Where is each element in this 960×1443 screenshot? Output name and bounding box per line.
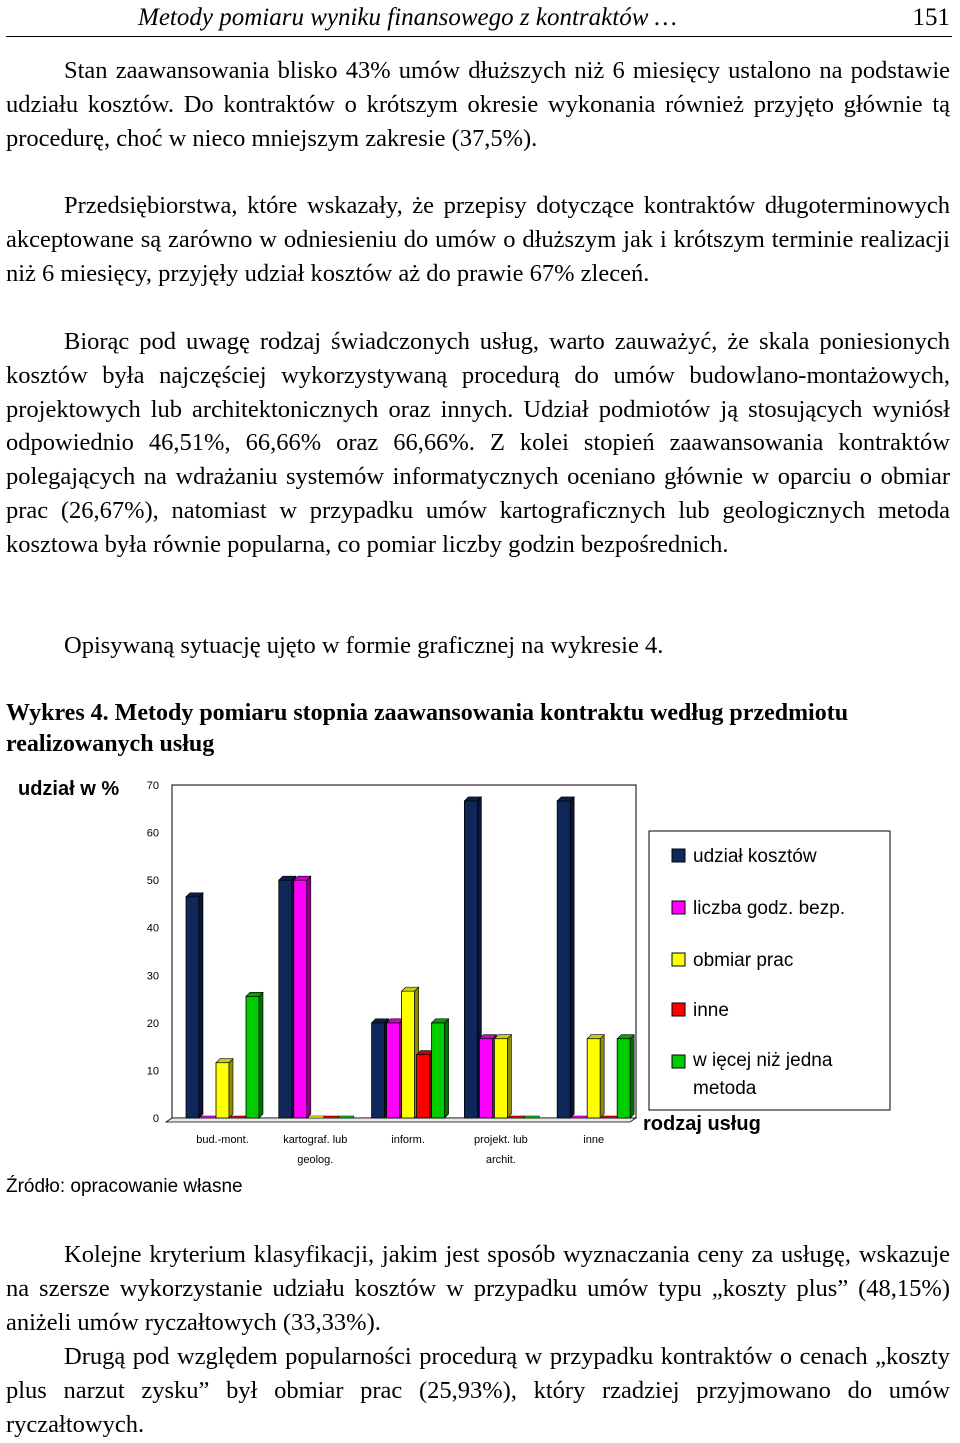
bar — [372, 1019, 389, 1118]
legend-swatch — [672, 1003, 685, 1016]
bar — [216, 1059, 233, 1118]
figure-source: Źródło: opracowanie własne — [6, 1176, 243, 1197]
bar — [279, 876, 296, 1118]
running-header — [6, 2, 952, 37]
figure-caption: Wykres 4. Metody pomiaru stopnia zaawansowania kontraktu według przedmiotu realizowanych usług — [6, 700, 849, 757]
bar — [524, 1116, 539, 1118]
bar — [417, 1051, 434, 1118]
legend-label: metoda — [693, 1078, 757, 1099]
paragraph-4: Opisywaną sytuację ujęto w formie graficznej na wykresie 4. — [64, 632, 664, 659]
y-tick-label: 40 — [146, 922, 159, 935]
x-axis-label: rodzaj usług — [643, 1113, 761, 1135]
bar — [231, 1116, 246, 1118]
bar — [402, 987, 419, 1118]
bar — [186, 893, 203, 1118]
bar — [464, 797, 481, 1118]
paragraph-2: Przedsiębiorstwa, które wskazały, że przepisy dotyczące kontraktów długoterminowych akceptowane są zarówno w odniesieniu do umów o dłuższym jak i krótszym terminie realizacji niż 6 miesięcy, przyjęły udział kosztów aż do prawie 67% zleceń. — [6, 192, 950, 287]
legend-swatch — [672, 1055, 685, 1068]
legend-label: liczba godz. bezp. — [693, 898, 846, 919]
x-tick-label: kartograf. lub — [283, 1134, 348, 1146]
bar — [387, 1019, 404, 1118]
bar — [587, 1035, 604, 1118]
legend-swatch — [672, 849, 685, 862]
bar — [509, 1116, 524, 1118]
y-tick-label: 30 — [146, 970, 159, 983]
y-tick-label: 20 — [146, 1017, 159, 1030]
plot-floor — [166, 1118, 636, 1122]
x-tick-label: archit. — [485, 1154, 516, 1166]
legend-label: w ięcej niż jedna — [693, 1050, 833, 1071]
x-tick-label: inne — [583, 1134, 605, 1146]
x-tick-label: projekt. lub — [473, 1134, 528, 1146]
bar — [201, 1116, 216, 1118]
legend-label: inne — [693, 1000, 729, 1021]
page-number: 151 — [912, 4, 950, 31]
paragraph-1: Stan zaawansowania blisko 43% umów dłuższych niż 6 miesięcy ustalono na podstawie udziału kosztów. Do kontraktów o krótszym okresie wykonania również przyjęto głównie tą procedurę, choć w nieco mniejszym zakresie (37,5%). — [6, 57, 950, 152]
x-tick-label: bud.-mont. — [196, 1134, 249, 1146]
paragraph-3: Biorąc pod uwagę rodzaj świadczonych usług, warto zauważyć, że skala poniesionych kosztów była najczęściej wykorzystywaną procedurą do umów budowlano-montażowych, projektowych lub architektonicznych oraz innych. Udział podmiotów ją stosujących wyniósł odpowiednio 46,51%, 66,66% oraz 66,66%. Z kolei stopień zaawansowania kontraktów polegających na wdrażaniu systemów informatycznych oceniano głównie w oparciu o obmiar prac (26,67%), natomiast w przypadku umów kartograficznych lub geologicznych metoda kosztowa była równie popularna, co pomiar liczby godzin bezpośrednich. — [6, 328, 950, 558]
bar — [617, 1035, 634, 1118]
x-tick-label: inform. — [391, 1134, 425, 1146]
running-title: Metody pomiaru wyniku finansowego z kontraktów … — [138, 4, 677, 31]
bar — [294, 876, 311, 1118]
bar — [339, 1116, 354, 1118]
bar — [432, 1019, 449, 1118]
bar — [602, 1116, 617, 1118]
y-axis-label: udział w % — [18, 778, 120, 800]
legend-label: obmiar prac — [693, 950, 794, 971]
x-tick-label: geolog. — [297, 1154, 334, 1166]
legend-label: udział kosztów — [693, 846, 817, 867]
bar-chart — [0, 768, 960, 1178]
y-tick-label: 10 — [146, 1065, 159, 1078]
bar — [324, 1116, 339, 1118]
bar — [557, 797, 574, 1118]
bar — [572, 1116, 587, 1118]
paragraph-6: Drugą pod względem popularności procedurą w przypadku kontraktów o cenach „koszty plus narzut zysku” był obmiar prac (25,93%), który rzadziej przyjmowano do umów ryczałtowych. — [6, 1343, 950, 1438]
y-tick-label: 0 — [152, 1113, 159, 1125]
paragraph-5: Kolejne kryterium klasyfikacji, jakim jest sposób wyznaczania ceny za usługę, wskazuje na szersze wykorzystanie udziału kosztów w przypadku umów typu „koszty plus” (48,15%) aniżeli umów ryczałtowych (33,33%). — [6, 1241, 950, 1336]
bar — [246, 992, 263, 1118]
bar — [479, 1035, 496, 1118]
y-tick-label: 50 — [146, 875, 159, 888]
legend-swatch — [672, 953, 685, 966]
legend-swatch — [672, 901, 685, 914]
bar — [309, 1116, 324, 1118]
y-tick-label: 60 — [146, 827, 159, 840]
bar — [494, 1035, 511, 1118]
y-tick-label: 70 — [146, 780, 159, 792]
